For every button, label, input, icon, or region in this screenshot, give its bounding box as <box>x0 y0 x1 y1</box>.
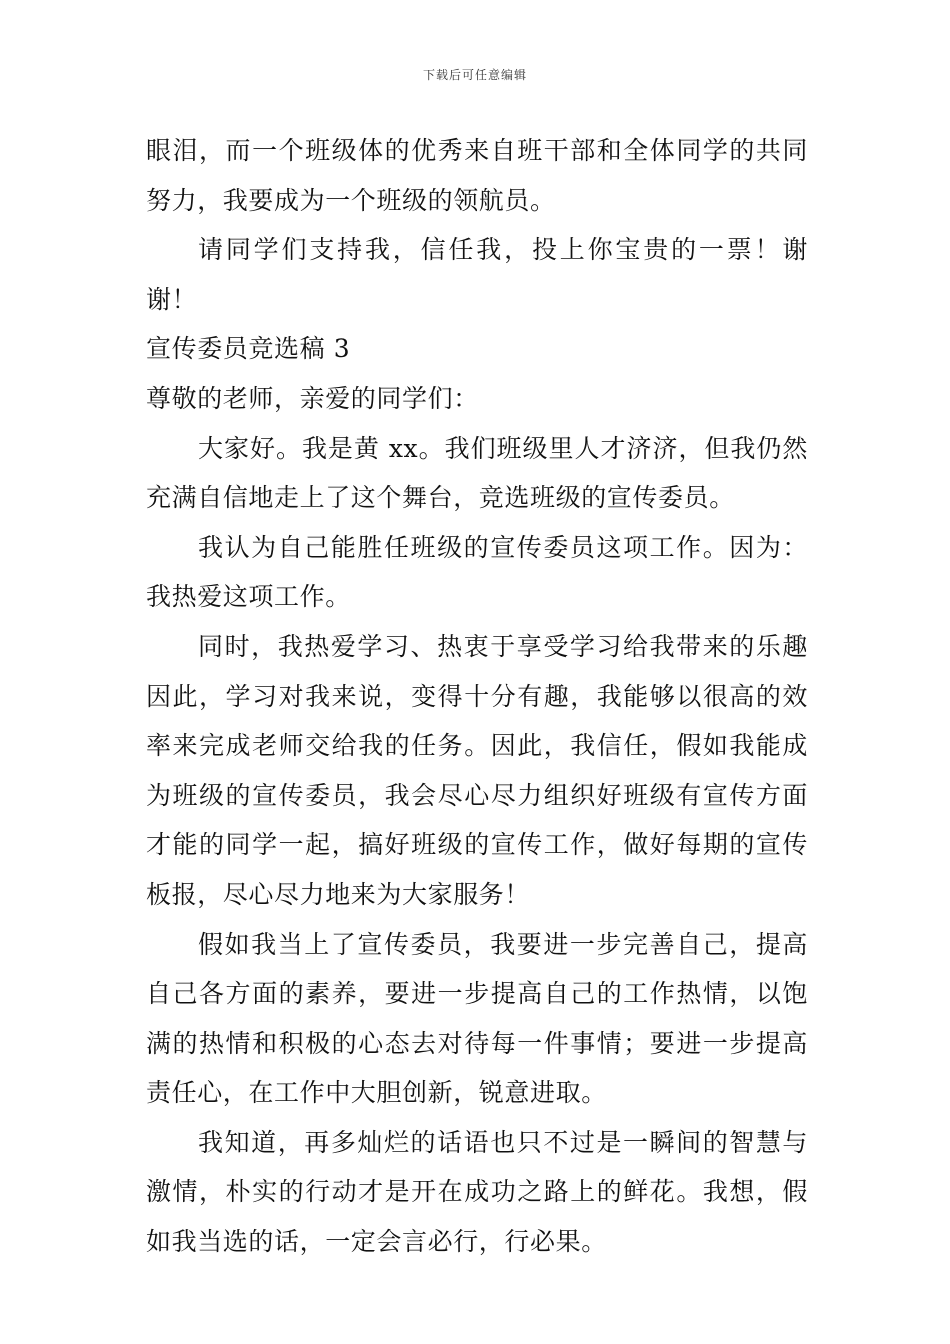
page-header: 下载后可任意编辑 <box>422 68 527 82</box>
paragraph-reason: 我认为自己能胜任班级的宣传委员这项工作。因为：我热爱这项工作。 <box>146 532 808 612</box>
paragraph-study: 同时，我热爱学习、热衷于享受学习给我带来的乐趣因此，学习对我来说，变得十分有趣，我能够以很高的效率来完成老师交给我的任务。因此，我信任，假如我能成为班级的宣传委员，我会尽心尽力组织好班级有宣传方面才能的同学一起，搞好班级的宣传工作，做好每期的宣传板报，尽心尽力地来为大家服务！ <box>146 631 808 909</box>
paragraph-continuation: 眼泪，而一个班级体的优秀来自班干部和全体同学的共同努力，我要成为一个班级的领航员。 <box>146 136 808 215</box>
salutation: 尊敬的老师，亲爱的同学们： <box>146 383 479 413</box>
paragraph-plan: 假如我当上了宣传委员，我要进一步完善自己，提高自己各方面的素养，要进一步提高自己的工作热情，以饱满的热情和积极的心态去对待每一件事情；要进一步提高责任心，在工作中大胆创新，锐意进取。 <box>146 929 808 1108</box>
document-body <box>146 126 808 1267</box>
paragraph-closing: 我知道，再多灿烂的话语也只不过是一瞬间的智慧与激情，朴实的行动才是开在成功之路上的鲜花。我想，假如我当选的话，一定会言必行，行必果。 <box>146 1127 808 1257</box>
paragraph-greeting: 大家好。我是黄 xx。我们班级里人才济济，但我仍然充满自信地走上了这个舞台，竞选班级的宣传委员。 <box>146 433 808 513</box>
section-title: 宣传委员竞选稿 3 <box>146 334 351 364</box>
paragraph-appeal: 请同学们支持我，信任我，投上你宝贵的一票！谢谢！ <box>146 235 808 314</box>
